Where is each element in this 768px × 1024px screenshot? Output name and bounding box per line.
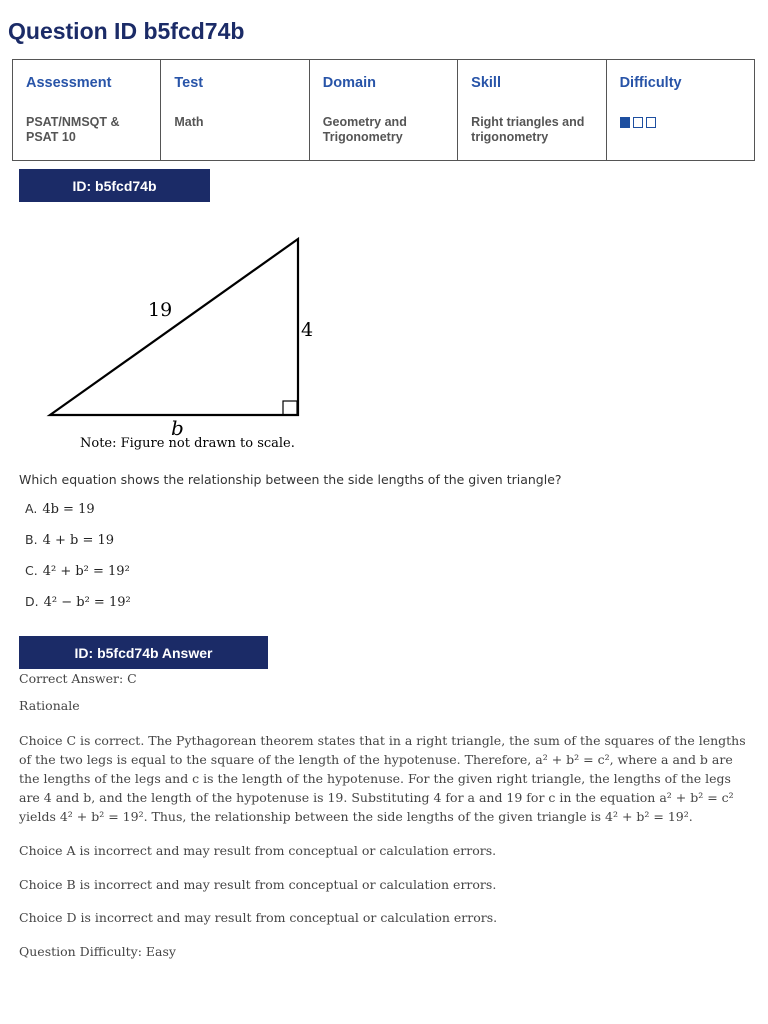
page-title: Question ID b5fcd74b xyxy=(8,18,245,44)
base-label: b xyxy=(171,416,184,440)
meta-value: PSAT/NMSQT & PSAT 10 xyxy=(26,115,120,144)
meta-header: Domain xyxy=(322,75,376,91)
rationale-heading: Rationale xyxy=(19,698,80,713)
question-id-banner: ID: b5fcd74b xyxy=(19,169,210,202)
meta-cell-domain xyxy=(309,60,457,161)
choice-b[interactable] xyxy=(25,532,114,548)
choice-equation: 4b = 19 xyxy=(42,502,95,517)
choice-letter: D. xyxy=(25,594,39,609)
rationale-paragraph-b: Choice B is incorrect and may result from conceptual or calculation errors. xyxy=(19,877,497,892)
figure-note: Note: Figure not drawn to scale. xyxy=(80,436,295,451)
meta-header: Assessment xyxy=(26,75,112,91)
meta-header: Test xyxy=(174,75,204,91)
right-triangle-figure xyxy=(40,225,314,457)
choice-a[interactable] xyxy=(25,501,95,517)
choice-equation: 4 + b = 19 xyxy=(42,533,115,548)
meta-cell-difficulty xyxy=(606,60,754,161)
answer-id-banner: ID: b5fcd74b Answer xyxy=(19,636,268,669)
question-meta-table xyxy=(12,59,755,161)
correct-answer: Correct Answer: C xyxy=(19,671,137,686)
rationale-paragraph-d: Choice D is incorrect and may result from conceptual or calculation errors. xyxy=(19,910,498,925)
difficulty-box-empty xyxy=(646,117,656,128)
choice-equation: 4² + b² = 19² xyxy=(42,564,130,579)
meta-cell-skill xyxy=(458,60,606,161)
choice-letter: A. xyxy=(25,501,38,516)
difficulty-box-empty xyxy=(633,117,643,128)
meta-value: Math xyxy=(174,115,204,129)
difficulty-box-filled xyxy=(620,117,630,128)
choice-letter: C. xyxy=(25,563,38,578)
meta-header: Difficulty xyxy=(619,75,682,91)
meta-cell-test xyxy=(161,60,309,161)
hypotenuse-label: 19 xyxy=(148,299,173,321)
meta-cell-assessment xyxy=(13,60,161,161)
triangle-outline xyxy=(50,239,298,415)
difficulty-indicator xyxy=(620,117,742,128)
choice-equation: 4² − b² = 19² xyxy=(43,595,131,610)
right-angle-marker xyxy=(283,401,297,415)
rationale-paragraph-a: Choice A is incorrect and may result from conceptual or calculation errors. xyxy=(19,843,497,858)
leg-label: 4 xyxy=(301,319,314,341)
meta-value: Geometry and Trigonometry xyxy=(322,115,407,144)
meta-header: Skill xyxy=(471,75,501,91)
rationale-paragraph-correct: Choice C is correct. The Pythagorean theorem states that in a right triangle, the sum of the squares of the lengths of the two legs is equal to the square of the length of the hypotenuse. Therefore, a² + b² = c², where a and b are the lengths of the legs and c is the length of the hypotenuse. For the given right triangle, the lengths of the legs are 4 and b, and the length of the hypotenuse is 19. Substituting 4 for a and 19 for c in the equation a² + b² = c² yields 4² + b² = 19². Thus, the relationship between the side lengths of the given triangle is 4² + b² = 19². xyxy=(19,733,746,824)
choice-c[interactable] xyxy=(25,563,130,579)
choice-d[interactable] xyxy=(25,594,131,610)
choice-letter: B. xyxy=(25,532,38,547)
question-difficulty: Question Difficulty: Easy xyxy=(19,944,176,959)
meta-value: Right triangles and trigonometry xyxy=(471,115,585,144)
question-text: Which equation shows the relationship between the side lengths of the given triangle? xyxy=(19,472,562,487)
